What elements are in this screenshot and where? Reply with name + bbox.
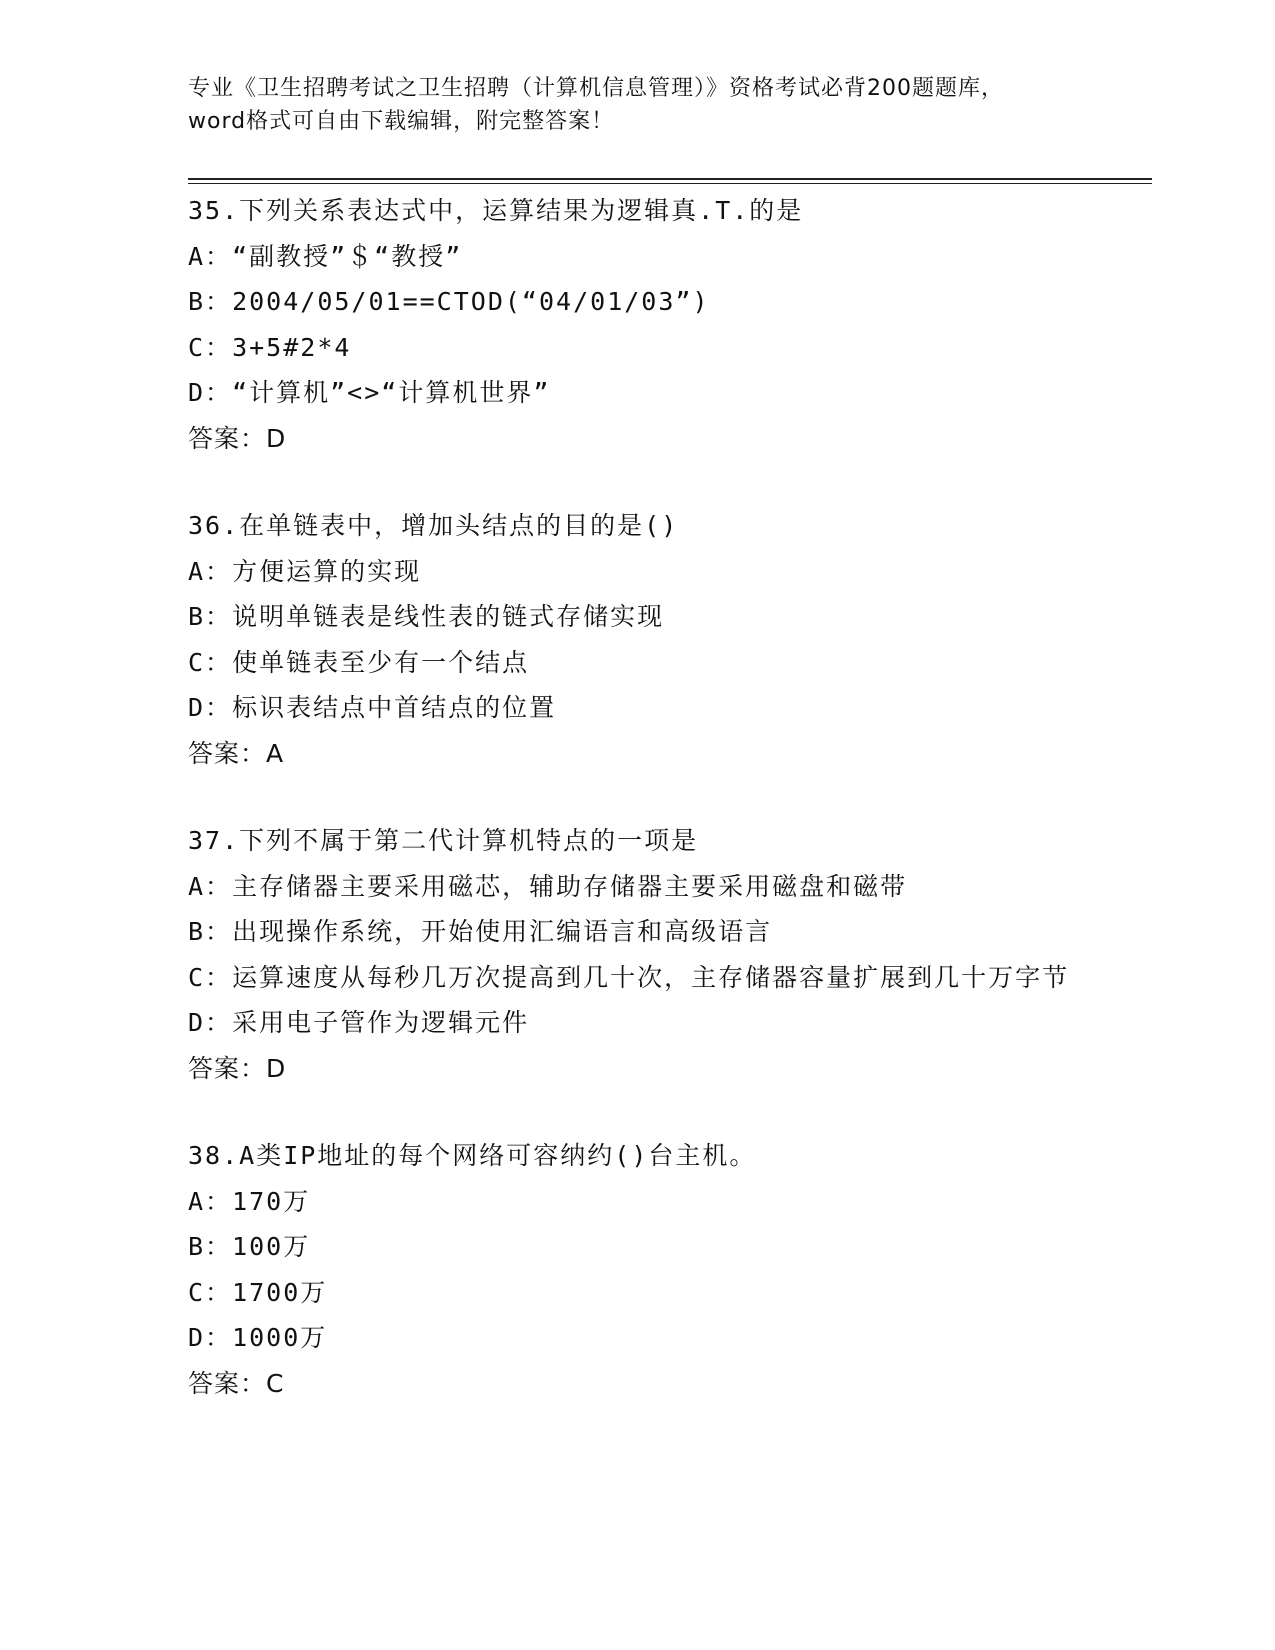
header-title-line-2: word格式可自由下载编辑，附完整答案！ [188, 109, 615, 134]
option-label: A： [188, 1186, 233, 1216]
header-divider-thin [188, 183, 1152, 184]
option-label: D： [188, 378, 233, 407]
answer-line: 答案：A [188, 738, 285, 768]
option-d [188, 1315, 1088, 1361]
header-divider-thick [188, 178, 1152, 180]
option-text: 标识表结点中首结点的位置 [232, 693, 557, 722]
option-d [188, 370, 1088, 416]
option-text: 主存储器主要采用磁芯，辅助存储器主要采用磁盘和磁带 [232, 871, 908, 901]
answer-line: 答案：D [188, 423, 287, 453]
option-text: “计算机”<>“计算机世界” [232, 378, 551, 407]
option-a [188, 234, 1088, 280]
option-text: 3+5#2*4 [232, 332, 352, 362]
option-d [188, 1000, 1088, 1046]
option-label: B： [188, 287, 233, 316]
answer-line: 答案：D [188, 1053, 287, 1083]
option-c [188, 325, 1088, 371]
question-stem: 37.下列不属于第二代计算机特点的一项是 [188, 826, 699, 855]
option-b [188, 594, 1088, 640]
option-text: 100万 [232, 1232, 311, 1261]
option-b [188, 279, 1088, 325]
option-label: D： [188, 693, 233, 722]
option-text: 使单链表至少有一个结点 [232, 647, 530, 677]
document-header [188, 72, 1068, 138]
option-label: A： [188, 241, 233, 271]
option-c [188, 1270, 1088, 1316]
option-text: 运算速度从每秒几万次提高到几十次，主存储器容量扩展到几十万字节 [232, 962, 1070, 992]
option-text: 采用电子管作为逻辑元件 [232, 1008, 530, 1037]
header-title-line-1: 专业《卫生招聘考试之卫生招聘（计算机信息管理）》资格考试必背200题题库， [188, 76, 1004, 101]
option-label: C： [188, 647, 233, 677]
option-b [188, 909, 1088, 955]
option-text: 说明单链表是线性表的链式存储实现 [232, 602, 665, 631]
option-c [188, 640, 1088, 686]
option-d [188, 685, 1088, 731]
option-text: 170万 [232, 1186, 311, 1216]
option-label: B： [188, 602, 233, 631]
option-c [188, 955, 1088, 1001]
option-text: 1700万 [232, 1277, 328, 1307]
option-label: C： [188, 332, 233, 362]
question-list [188, 188, 1088, 1448]
option-label: D： [188, 1323, 233, 1352]
question-stem: 38.A类IP地址的每个网络可容纳约()台主机。 [188, 1141, 757, 1170]
option-label: B： [188, 917, 233, 946]
question-38 [188, 1133, 1088, 1406]
option-text: 2004/05/01==CTOD(“04/01/03”) [232, 287, 710, 316]
option-text: 出现操作系统，开始使用汇编语言和高级语言 [232, 917, 773, 946]
question-35 [188, 188, 1088, 461]
option-a [188, 549, 1088, 595]
option-text: 方便运算的实现 [232, 556, 422, 586]
option-a [188, 864, 1088, 910]
question-stem: 35.下列关系表达式中，运算结果为逻辑真.T.的是 [188, 196, 804, 225]
option-a [188, 1179, 1088, 1225]
option-text: “副教授”＄“教授” [232, 241, 463, 271]
question-37 [188, 818, 1088, 1091]
option-label: C： [188, 1277, 233, 1307]
option-label: B： [188, 1232, 233, 1261]
question-36 [188, 503, 1088, 776]
option-b [188, 1224, 1088, 1270]
option-label: A： [188, 556, 233, 586]
option-label: D： [188, 1008, 233, 1037]
option-label: A： [188, 871, 233, 901]
question-stem: 36.在单链表中，增加头结点的目的是() [188, 511, 679, 540]
option-label: C： [188, 962, 233, 992]
answer-line: 答案：C [188, 1368, 285, 1398]
option-text: 1000万 [232, 1323, 328, 1352]
